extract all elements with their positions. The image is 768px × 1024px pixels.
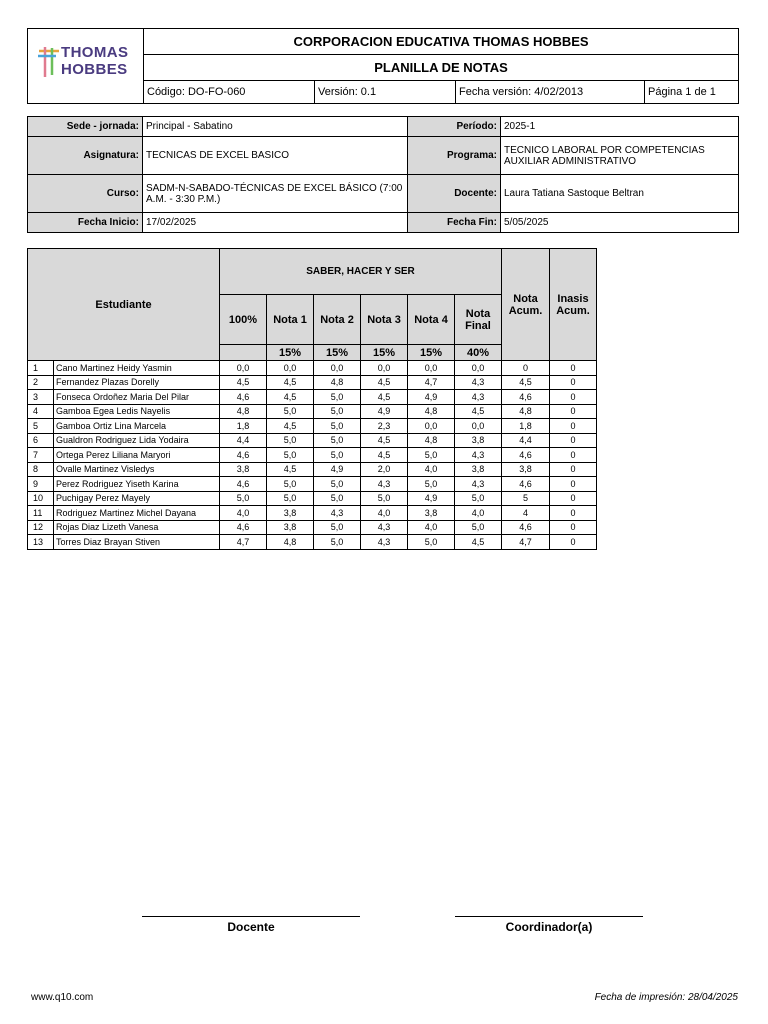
- cell-n2: 4,8: [314, 375, 361, 390]
- cell-n4: 4,9: [408, 491, 455, 506]
- table-row: [28, 361, 597, 376]
- cell-total: 4,4: [220, 433, 267, 448]
- cell-n4: 5,0: [408, 448, 455, 463]
- table-row: [28, 520, 597, 535]
- cell-n3: 4,5: [361, 375, 408, 390]
- logo-cross-icon: [36, 45, 62, 79]
- logo-cell: [28, 29, 144, 104]
- cell-total: 4,8: [220, 404, 267, 419]
- cell-name: Perez Rodriguez Yiseth Karina: [54, 477, 220, 492]
- cell-n: 5: [28, 419, 54, 434]
- cell-name: Rodriguez Martinez Michel Dayana: [54, 506, 220, 521]
- cell-n: 9: [28, 477, 54, 492]
- header-100: 100%: [220, 295, 267, 345]
- logo: [28, 31, 143, 101]
- table-row: [28, 506, 597, 521]
- cell-total: 4,6: [220, 477, 267, 492]
- document-code: Código: DO-FO-060: [144, 81, 315, 104]
- cell-name: Torres Diaz Brayan Stiven: [54, 535, 220, 550]
- cell-n: 4: [28, 404, 54, 419]
- cell-n1: 4,8: [267, 535, 314, 550]
- cell-total: 5,0: [220, 491, 267, 506]
- footer-print-date: Fecha de impresión: 28/04/2025: [594, 992, 738, 1003]
- cell-fin: 4,3: [455, 375, 502, 390]
- cell-total: 4,6: [220, 448, 267, 463]
- header-weight-blank: [220, 345, 267, 361]
- cell-fin: 4,3: [455, 477, 502, 492]
- cell-n4: 5,0: [408, 535, 455, 550]
- cell-n1: 5,0: [267, 448, 314, 463]
- fecha-inicio-value: 17/02/2025: [143, 213, 408, 233]
- cell-acum: 4,6: [502, 520, 550, 535]
- cell-total: 4,0: [220, 506, 267, 521]
- asignatura-value: TECNICAS DE EXCEL BASICO: [143, 137, 408, 175]
- weight-nota4: 15%: [408, 345, 455, 361]
- header-nota4: Nota 4: [408, 295, 455, 345]
- cell-name: Puchigay Perez Mayely: [54, 491, 220, 506]
- grade-rows: [28, 361, 597, 550]
- cell-n1: 5,0: [267, 477, 314, 492]
- cell-n4: 3,8: [408, 506, 455, 521]
- cell-total: 1,8: [220, 419, 267, 434]
- header-group: SABER, HACER Y SER: [220, 249, 502, 295]
- cell-inas: 0: [550, 419, 597, 434]
- cell-n1: 3,8: [267, 506, 314, 521]
- weight-nota2: 15%: [314, 345, 361, 361]
- cell-n: 7: [28, 448, 54, 463]
- cell-inas: 0: [550, 375, 597, 390]
- cell-name: Gualdron Rodriguez Lida Yodaira: [54, 433, 220, 448]
- cell-n3: 4,9: [361, 404, 408, 419]
- cell-n1: 0,0: [267, 361, 314, 376]
- curso-value: SADM-N-SABADO-TÉCNICAS DE EXCEL BÁSICO (7:00 A.M. - 3:30 P.M.): [143, 175, 408, 213]
- cell-n2: 5,0: [314, 390, 361, 405]
- cell-fin: 3,8: [455, 433, 502, 448]
- cell-inas: 0: [550, 520, 597, 535]
- cell-n4: 4,8: [408, 433, 455, 448]
- sede-label: Sede - jornada:: [28, 117, 143, 137]
- cell-n3: 4,0: [361, 506, 408, 521]
- cell-total: 4,7: [220, 535, 267, 550]
- cell-n4: 0,0: [408, 419, 455, 434]
- header-nota1: Nota 1: [267, 295, 314, 345]
- programa-label: Programa:: [408, 137, 501, 175]
- asignatura-label: Asignatura:: [28, 137, 143, 175]
- cell-n2: 5,0: [314, 477, 361, 492]
- cell-acum: 4,7: [502, 535, 550, 550]
- cell-n1: 5,0: [267, 491, 314, 506]
- cell-n4: 4,7: [408, 375, 455, 390]
- cell-fin: 4,5: [455, 535, 502, 550]
- cell-acum: 4,4: [502, 433, 550, 448]
- cell-acum: 4,6: [502, 477, 550, 492]
- cell-inas: 0: [550, 361, 597, 376]
- cell-n4: 0,0: [408, 361, 455, 376]
- cell-n4: 4,8: [408, 404, 455, 419]
- programa-value: TECNICO LABORAL POR COMPETENCIAS AUXILIAR ADMINISTRATIVO: [501, 137, 739, 175]
- cell-n2: 5,0: [314, 419, 361, 434]
- cell-n2: 0,0: [314, 361, 361, 376]
- cell-name: Fernandez Plazas Dorelly: [54, 375, 220, 390]
- cell-n3: 4,5: [361, 433, 408, 448]
- table-row: [28, 419, 597, 434]
- cell-inas: 0: [550, 535, 597, 550]
- cell-n1: 5,0: [267, 433, 314, 448]
- fecha-fin-label: Fecha Fin:: [408, 213, 501, 233]
- document-header: [27, 28, 739, 104]
- cell-name: Cano Martinez Heidy Yasmin: [54, 361, 220, 376]
- periodo-value: 2025-1: [501, 117, 739, 137]
- cell-n3: 5,0: [361, 491, 408, 506]
- cell-fin: 0,0: [455, 419, 502, 434]
- header-nota-acum: Nota Acum.: [502, 249, 550, 361]
- cell-n: 6: [28, 433, 54, 448]
- cell-fin: 0,0: [455, 361, 502, 376]
- cell-fin: 4,3: [455, 448, 502, 463]
- course-info: [27, 116, 739, 233]
- cell-fin: 3,8: [455, 462, 502, 477]
- version-date: Fecha versión: 4/02/2013: [456, 81, 645, 104]
- cell-n: 8: [28, 462, 54, 477]
- cell-n2: 4,3: [314, 506, 361, 521]
- cell-n2: 5,0: [314, 491, 361, 506]
- cell-total: 4,6: [220, 390, 267, 405]
- cell-fin: 5,0: [455, 491, 502, 506]
- institution-name: CORPORACION EDUCATIVA THOMAS HOBBES: [144, 29, 739, 55]
- cell-n2: 5,0: [314, 535, 361, 550]
- header-nota2: Nota 2: [314, 295, 361, 345]
- cell-acum: 4,5: [502, 375, 550, 390]
- sede-value: Principal - Sabatino: [143, 117, 408, 137]
- cell-fin: 4,3: [455, 390, 502, 405]
- cell-name: Gamboa Egea Ledis Nayelis: [54, 404, 220, 419]
- page-number: Página 1 de 1: [645, 81, 739, 104]
- cell-total: 4,6: [220, 520, 267, 535]
- cell-acum: 0: [502, 361, 550, 376]
- cell-n1: 4,5: [267, 462, 314, 477]
- form-title: PLANILLA DE NOTAS: [144, 55, 739, 81]
- cell-total: 3,8: [220, 462, 267, 477]
- cell-n4: 5,0: [408, 477, 455, 492]
- cell-fin: 4,0: [455, 506, 502, 521]
- cell-fin: 4,5: [455, 404, 502, 419]
- cell-n1: 5,0: [267, 404, 314, 419]
- cell-total: 0,0: [220, 361, 267, 376]
- table-row: [28, 390, 597, 405]
- cell-n1: 4,5: [267, 390, 314, 405]
- signature-coordinador: Coordinador(a): [455, 916, 643, 934]
- cell-n3: 4,5: [361, 448, 408, 463]
- cell-n3: 0,0: [361, 361, 408, 376]
- table-row: [28, 375, 597, 390]
- logo-text-hobbes: HOBBES: [61, 61, 128, 78]
- header-inasis-acum: Inasis Acum.: [550, 249, 597, 361]
- cell-inas: 0: [550, 506, 597, 521]
- cell-n3: 2,3: [361, 419, 408, 434]
- fecha-fin-value: 5/05/2025: [501, 213, 739, 233]
- cell-acum: 1,8: [502, 419, 550, 434]
- signature-docente: Docente: [142, 916, 360, 934]
- cell-inas: 0: [550, 433, 597, 448]
- cell-total: 4,5: [220, 375, 267, 390]
- document-version: Versión: 0.1: [315, 81, 456, 104]
- table-row: [28, 448, 597, 463]
- cell-n: 2: [28, 375, 54, 390]
- table-row: [28, 433, 597, 448]
- table-row: [28, 477, 597, 492]
- cell-inas: 0: [550, 448, 597, 463]
- cell-name: Gamboa Ortiz Lina Marcela: [54, 419, 220, 434]
- table-row: [28, 491, 597, 506]
- curso-label: Curso:: [28, 175, 143, 213]
- cell-n4: 4,0: [408, 462, 455, 477]
- cell-acum: 4,6: [502, 448, 550, 463]
- cell-inas: 0: [550, 462, 597, 477]
- header-nota3: Nota 3: [361, 295, 408, 345]
- cell-n2: 5,0: [314, 433, 361, 448]
- cell-n2: 4,9: [314, 462, 361, 477]
- cell-acum: 4,6: [502, 390, 550, 405]
- header-nota-final: Nota Final: [455, 295, 502, 345]
- cell-n1: 4,5: [267, 419, 314, 434]
- cell-n: 13: [28, 535, 54, 550]
- cell-inas: 0: [550, 390, 597, 405]
- docente-label: Docente:: [408, 175, 501, 213]
- weight-final: 40%: [455, 345, 502, 361]
- grades-table: [27, 248, 597, 550]
- cell-name: Rojas Diaz Lizeth Vanesa: [54, 520, 220, 535]
- cell-n: 11: [28, 506, 54, 521]
- cell-n3: 4,3: [361, 520, 408, 535]
- docente-value: Laura Tatiana Sastoque Beltran: [501, 175, 739, 213]
- cell-n3: 2,0: [361, 462, 408, 477]
- cell-n3: 4,3: [361, 535, 408, 550]
- weight-nota3: 15%: [361, 345, 408, 361]
- cell-n2: 5,0: [314, 404, 361, 419]
- table-row: [28, 404, 597, 419]
- cell-n2: 5,0: [314, 520, 361, 535]
- cell-fin: 5,0: [455, 520, 502, 535]
- cell-n4: 4,0: [408, 520, 455, 535]
- cell-n: 10: [28, 491, 54, 506]
- periodo-label: Período:: [408, 117, 501, 137]
- cell-n3: 4,5: [361, 390, 408, 405]
- cell-acum: 4: [502, 506, 550, 521]
- cell-n: 1: [28, 361, 54, 376]
- cell-n4: 4,9: [408, 390, 455, 405]
- weight-nota1: 15%: [267, 345, 314, 361]
- cell-inas: 0: [550, 477, 597, 492]
- cell-name: Ovalle Martinez Visledys: [54, 462, 220, 477]
- logo-text-thomas: THOMAS: [61, 44, 129, 61]
- cell-inas: 0: [550, 404, 597, 419]
- cell-n2: 5,0: [314, 448, 361, 463]
- table-row: [28, 462, 597, 477]
- fecha-inicio-label: Fecha Inicio:: [28, 213, 143, 233]
- cell-n1: 3,8: [267, 520, 314, 535]
- cell-n: 12: [28, 520, 54, 535]
- header-estudiante: Estudiante: [28, 249, 220, 361]
- cell-n1: 4,5: [267, 375, 314, 390]
- cell-n3: 4,3: [361, 477, 408, 492]
- cell-name: Fonseca Ordoñez Maria Del Pilar: [54, 390, 220, 405]
- cell-name: Ortega Perez Liliana Maryori: [54, 448, 220, 463]
- table-row: [28, 535, 597, 550]
- cell-inas: 0: [550, 491, 597, 506]
- cell-acum: 4,8: [502, 404, 550, 419]
- cell-acum: 3,8: [502, 462, 550, 477]
- cell-acum: 5: [502, 491, 550, 506]
- footer-site: www.q10.com: [31, 992, 94, 1003]
- cell-n: 3: [28, 390, 54, 405]
